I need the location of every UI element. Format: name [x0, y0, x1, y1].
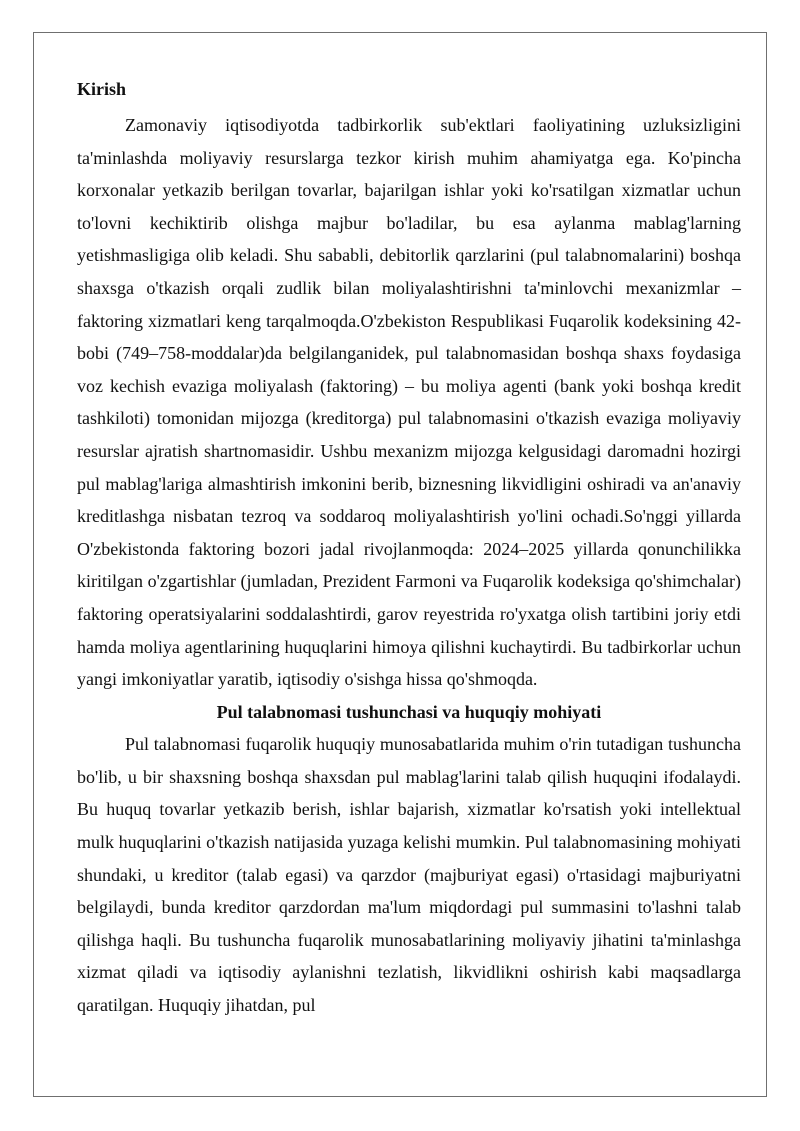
document-body	[77, 77, 741, 1022]
section-heading-monetary-claim: Pul talabnomasi tushunchasi va huquqiy mohiyati	[216, 701, 602, 722]
introduction-paragraph: Zamonaviy iqtisodiyotda tadbirkorlik sub'ektlari faoliyatining uzluksizligini ta'minlashda moliyaviy resurslarga tezkor kirish muhim ahamiyatga ega. Ko'pincha korxonalar yetkazib berilgan tovarlar, bajarilgan ishlar yoki ko'rsatilgan xizmatlar uchun to'lovni kechiktirib olishga majbur bo'ladilar, bu esa aylanma mablag'larning yetishmasligiga olib keladi. Shu sababli, debitorlik qarzlarini (pul talabnomalarini) boshqa shaxsga o'tkazish orqali zudlik bilan moliyalashtirishni ta'minlovchi mexanizmlar – faktoring xizmatlari keng tarqalmoqda.O'zbekiston Respublikasi Fuqarolik kodeksining 42-bobi (749–758-moddalar)da belgilanganidek, pul talabnomasidan boshqa shaxs foydasiga voz kechish evaziga moliyalash (faktoring) – bu moliya agenti (bank yoki boshqa kredit tashkiloti) tomonidan mijozga (kreditorga) pul talabnomasini o'tkazish evaziga moliyaviy resurslar ajratish shartnomasidir. Ushbu mexanizm mijozga kelgusidagi daromadni hozirgi pul mablag'lariga almashtirish imkonini berib, biznesning likvidligini oshiradi va an'anaviy kreditlashga nisbatan tezroq va soddaroq moliyalashtirish yo'lini ochadi.So'nggi yillarda O'zbekistonda faktoring bozori jadal rivojlanmoqda: 2024–2025 yillarda qonunchilikka kiritilgan o'zgartishlar (jumladan, Prezident Farmoni va Fuqarolik kodeksiga qo'shimchalar) faktoring operatsiyalarini soddalashtirdi, garov reyestrida ro'yxatga olish tartibini joriy etdi hamda moliya agentlarining huquqlarini himoya qilishni kuchaytirdi. Bu tadbirkorlar uchun yangi imkoniyatlar yaratib, iqtisodiy o'sishga hissa qo'shmoqda.	[77, 115, 741, 690]
monetary-claim-paragraph: Pul talabnomasi fuqarolik huquqiy munosabatlarida muhim o'rin tutadigan tushuncha bo'lib, u bir shaxsning boshqa shaxsdan pul mablag'larini talab qilish huquqini ifodalaydi. Bu huquq tovarlar yetkazib berish, ishlar bajarish, xizmatlar ko'rsatish yoki intellektual mulk huquqlarini o'tkazish natijasida yuzaga kelishi mumkin. Pul talabnomasining mohiyati shundaki, u kreditor (talab egasi) va qarzdor (majburiyat egasi) o'rtasidagi majburiyatni belgilaydi, bunda kreditor qarzdordan ma'lum miqdordagi pul summasini to'lashni talab qilishga haqli. Bu tushuncha fuqarolik munosabatlarining moliyaviy jihatini ta'minlashga xizmat qiladi va iqtisodiy aylanishni tezlatish, likvidlikni oshirish kabi maqsadlarga qaratilgan. Huquqiy jihatdan, pul	[77, 734, 741, 1016]
section-heading-introduction: Kirish	[77, 79, 127, 99]
document-page	[33, 32, 767, 1097]
